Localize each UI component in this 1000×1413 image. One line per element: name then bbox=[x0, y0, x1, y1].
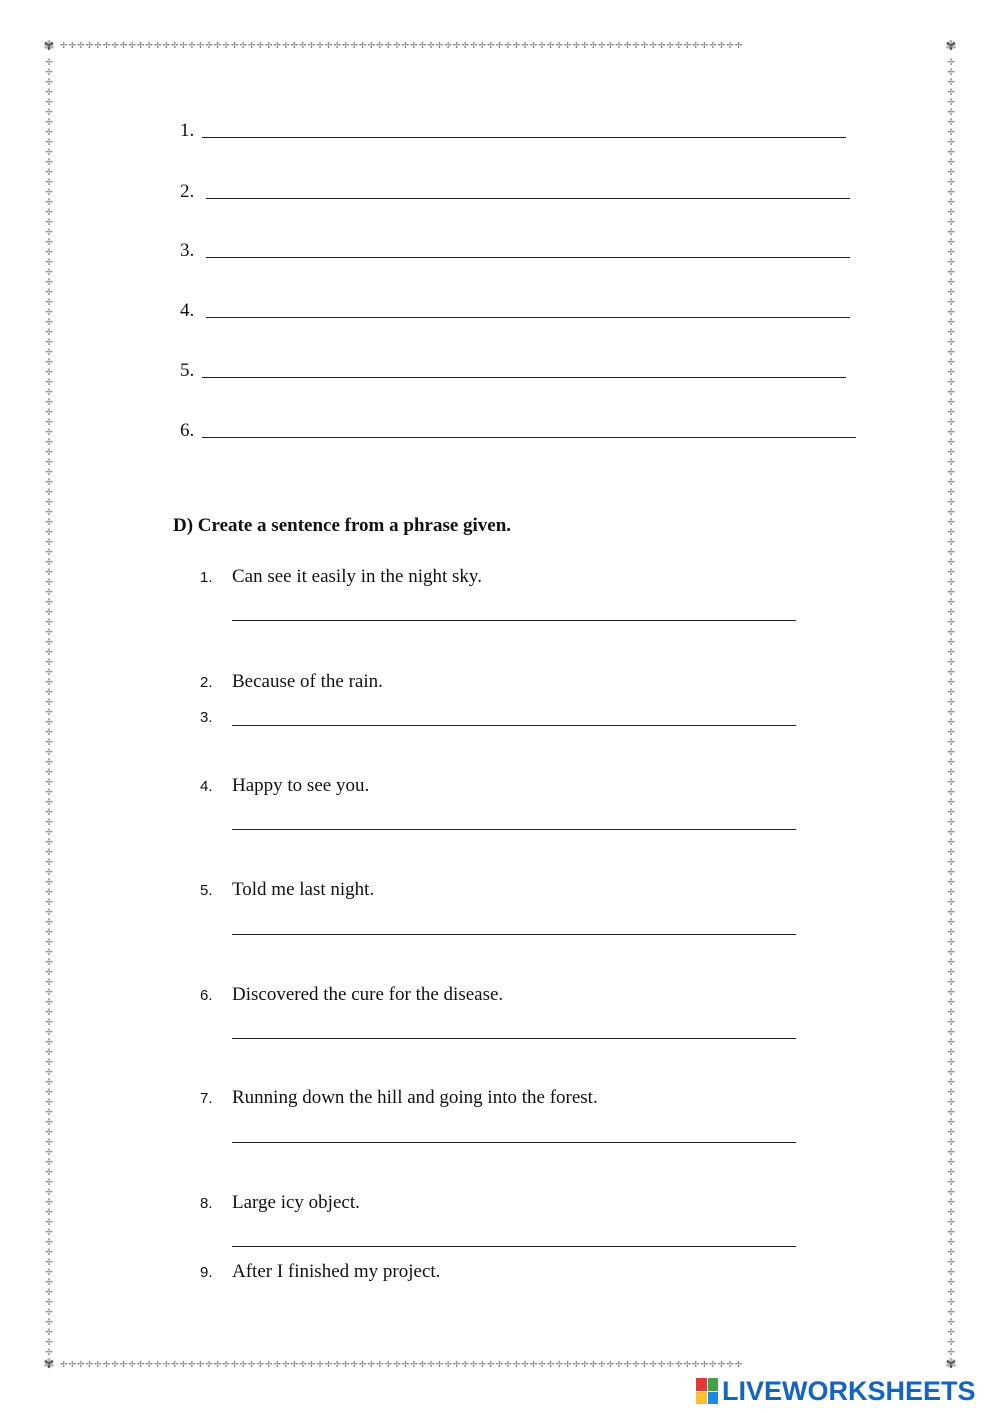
line-number: 6. bbox=[180, 420, 195, 441]
answer-line[interactable] bbox=[232, 829, 796, 830]
answer-line[interactable] bbox=[202, 437, 856, 438]
line-number: 5. bbox=[180, 360, 195, 381]
question-text: Because of the rain. bbox=[232, 671, 383, 692]
answer-line-row bbox=[180, 300, 202, 322]
liveworksheets-logo bbox=[696, 1376, 976, 1406]
answer-line[interactable] bbox=[232, 725, 796, 726]
question-text: Running down the hill and going into the forest. bbox=[232, 1087, 598, 1108]
answer-line[interactable] bbox=[232, 1142, 796, 1143]
line-number: 3. bbox=[180, 240, 195, 261]
question-text: After I finished my project. bbox=[232, 1261, 441, 1282]
corner-ornament-icon: ✾ bbox=[43, 1357, 55, 1372]
question-item bbox=[200, 566, 482, 588]
answer-line[interactable] bbox=[206, 317, 850, 318]
question-number: 7. bbox=[200, 1090, 213, 1107]
answer-line[interactable] bbox=[202, 377, 846, 378]
question-item bbox=[200, 1261, 440, 1283]
question-text: Happy to see you. bbox=[232, 775, 370, 796]
corner-ornament-icon: ✾ bbox=[945, 39, 957, 54]
question-item bbox=[200, 706, 232, 728]
question-item bbox=[200, 1087, 598, 1109]
answer-line[interactable] bbox=[232, 620, 796, 621]
question-item bbox=[200, 775, 369, 797]
answer-line[interactable] bbox=[206, 257, 850, 258]
question-number: 1. bbox=[200, 569, 213, 586]
logo-text: LIVEWORKSHEETS bbox=[722, 1375, 976, 1406]
corner-ornament-icon: ✾ bbox=[945, 1357, 957, 1372]
question-item bbox=[200, 984, 503, 1006]
answer-line-row bbox=[180, 240, 202, 262]
question-number: 2. bbox=[200, 674, 213, 691]
answer-line[interactable] bbox=[232, 934, 796, 935]
question-number: 4. bbox=[200, 778, 213, 795]
answer-line-row bbox=[180, 181, 202, 203]
answer-line[interactable] bbox=[202, 137, 846, 138]
section-d-title: D) Create a sentence from a phrase given. bbox=[173, 515, 512, 536]
corner-ornament-icon: ✾ bbox=[43, 39, 55, 54]
border-right-ornament: ✢✢✢✢✢✢✢✢✢✢✢✢✢✢✢✢✢✢✢✢✢✢✢✢✢✢✢✢✢✢✢✢✢✢✢✢✢✢✢✢✢✢✢✢✢✢✢✢✢✢✢✢✢✢✢✢✢✢✢✢✢✢✢✢✢✢✢✢✢✢✢✢✢✢✢✢✢✢✢✢✢✢✢✢✢✢✢✢✢✢✢✢✢✢✢✢✢✢✢✢✢✢✢✢✢✢✢✢✢✢✢✢✢✢✢✢✢✢✢✢✢✢✢✢✢✢✢✢✢✢ bbox=[947, 58, 955, 1358]
answer-line[interactable] bbox=[232, 1038, 796, 1039]
question-item bbox=[200, 879, 374, 901]
question-text: Told me last night. bbox=[232, 879, 375, 900]
question-number: 3. bbox=[200, 709, 213, 726]
line-number: 2. bbox=[180, 181, 195, 202]
border-bottom-ornament: ✢✢✢✢✢✢✢✢✢✢✢✢✢✢✢✢✢✢✢✢✢✢✢✢✢✢✢✢✢✢✢✢✢✢✢✢✢✢✢✢✢✢✢✢✢✢✢✢✢✢✢✢✢✢✢✢✢✢✢✢✢✢✢✢✢✢✢✢✢✢✢✢✢✢✢✢✢✢✢✢ bbox=[60, 1361, 744, 1369]
question-item bbox=[200, 671, 383, 693]
answer-line[interactable] bbox=[206, 198, 850, 199]
question-text: Can see it easily in the night sky. bbox=[232, 566, 482, 587]
line-number: 1. bbox=[180, 120, 195, 141]
question-item bbox=[200, 1192, 360, 1214]
question-number: 8. bbox=[200, 1195, 213, 1212]
question-number: 9. bbox=[200, 1264, 213, 1281]
answer-line[interactable] bbox=[232, 1246, 796, 1247]
logo-mark-icon bbox=[696, 1378, 718, 1404]
question-number: 5. bbox=[200, 882, 213, 899]
border-top-ornament: ✢✢✢✢✢✢✢✢✢✢✢✢✢✢✢✢✢✢✢✢✢✢✢✢✢✢✢✢✢✢✢✢✢✢✢✢✢✢✢✢✢✢✢✢✢✢✢✢✢✢✢✢✢✢✢✢✢✢✢✢✢✢✢✢✢✢✢✢✢✢✢✢✢✢✢✢✢✢✢✢ bbox=[60, 42, 744, 50]
question-text: Large icy object. bbox=[232, 1192, 360, 1213]
answer-line-row bbox=[180, 420, 202, 442]
question-text: Discovered the cure for the disease. bbox=[232, 984, 504, 1005]
question-number: 6. bbox=[200, 987, 213, 1004]
line-number: 4. bbox=[180, 300, 195, 321]
answer-line-row bbox=[180, 120, 202, 142]
answer-line-row bbox=[180, 360, 202, 382]
border-left-ornament: ✢✢✢✢✢✢✢✢✢✢✢✢✢✢✢✢✢✢✢✢✢✢✢✢✢✢✢✢✢✢✢✢✢✢✢✢✢✢✢✢✢✢✢✢✢✢✢✢✢✢✢✢✢✢✢✢✢✢✢✢✢✢✢✢✢✢✢✢✢✢✢✢✢✢✢✢✢✢✢✢✢✢✢✢✢✢✢✢✢✢✢✢✢✢✢✢✢✢✢✢✢✢✢✢✢✢✢✢✢✢✢✢✢✢✢✢✢✢✢✢✢✢✢✢✢✢✢✢✢✢ bbox=[45, 58, 53, 1358]
